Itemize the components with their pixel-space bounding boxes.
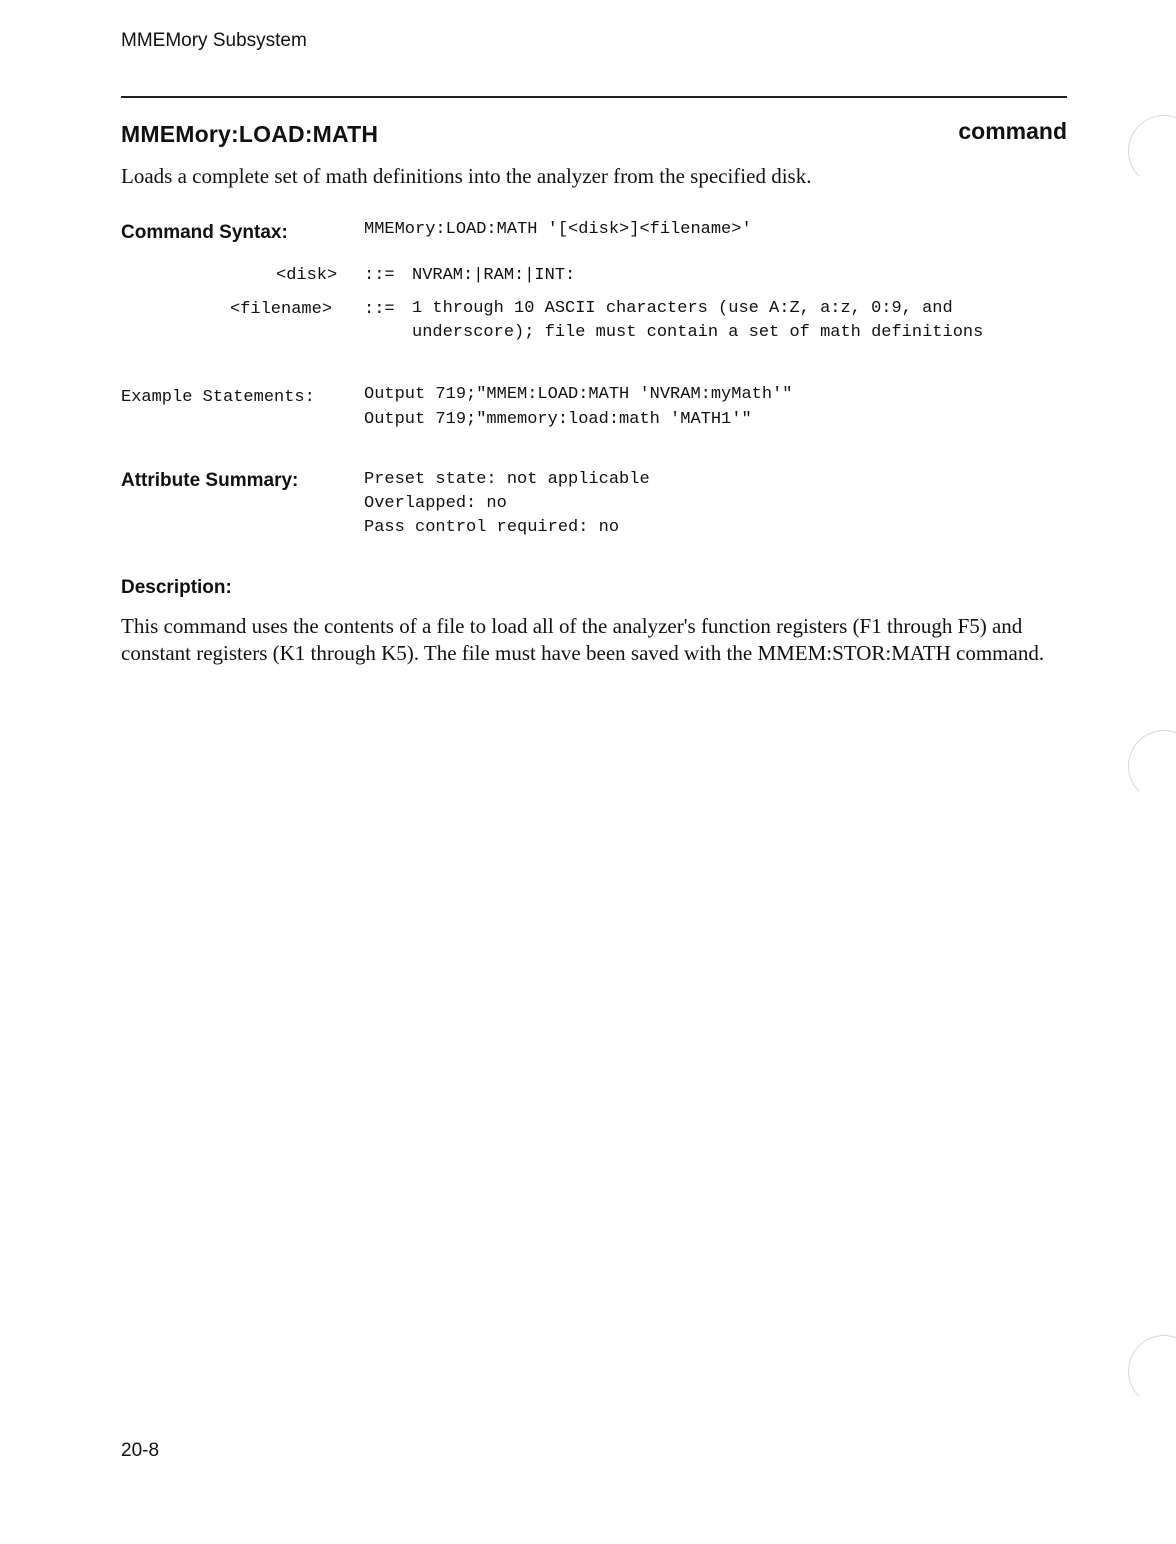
example-statement: Output 719;"mmemory:load:math 'MATH1'" — [364, 410, 752, 429]
attribute-line: Pass control required: no — [364, 518, 620, 537]
examples-label: Example Statements: — [121, 388, 315, 407]
command-title: MMEMory:LOAD:MATH — [121, 121, 379, 147]
header-rule — [121, 96, 1067, 98]
param-name-disk: <disk> — [276, 266, 338, 285]
running-header: MMEMory Subsystem — [121, 30, 307, 51]
param-definition-filename: 1 through 10 ASCII characters (use A:Z, a:z, 0:9, and underscore); file must contain a set of math definitions — [412, 299, 984, 342]
param-separator: ::= — [364, 300, 395, 319]
attribute-line: Overlapped: no — [364, 494, 507, 513]
param-name-filename: <filename> — [230, 300, 333, 319]
example-statement: Output 719;"MMEM:LOAD:MATH 'NVRAM:myMath'" — [364, 385, 793, 404]
command-summary: Loads a complete set of math definitions into the analyzer from the specified disk. — [121, 164, 812, 188]
param-definition-disk: NVRAM:|RAM:|INT: — [412, 266, 576, 285]
attribute-line: Preset state: not applicable — [364, 470, 650, 489]
command-type-label: command — [958, 118, 1067, 144]
attributes-label: Attribute Summary: — [121, 470, 299, 491]
syntax-value: MMEMory:LOAD:MATH '[<disk>]<filename>' — [364, 220, 752, 239]
binder-hole-mark — [1128, 115, 1176, 187]
binder-hole-mark — [1128, 1335, 1176, 1407]
param-separator: ::= — [364, 266, 395, 285]
page-number: 20-8 — [121, 1440, 160, 1461]
description-label: Description: — [121, 577, 232, 598]
binder-hole-mark — [1128, 730, 1176, 802]
description-body: This command uses the contents of a file to load all of the analyzer's function registers (F1 through F5) and constant registers (K1 through K5). The file must have been saved with the MMEM:STOR:MATH command. — [121, 614, 1045, 665]
syntax-label: Command Syntax: — [121, 222, 288, 243]
